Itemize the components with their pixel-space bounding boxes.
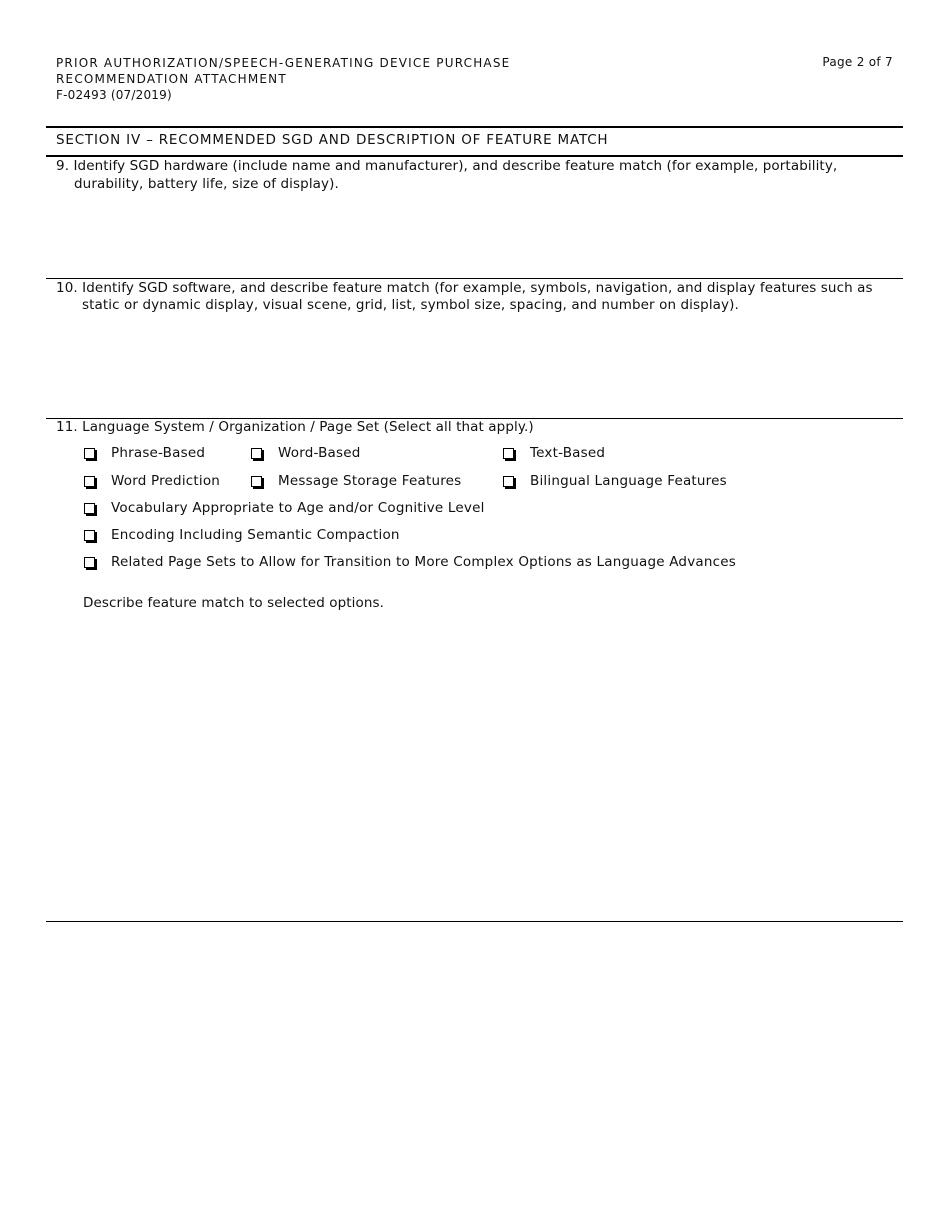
checkbox-label: Vocabulary Appropriate to Age and/or Cognitive Level bbox=[111, 500, 485, 516]
page-number: Page 2 of 7 bbox=[822, 55, 893, 69]
question-11-label: 11. Language System / Organization / Page Set (Select all that apply.) bbox=[56, 419, 534, 435]
checkbox-label: Encoding Including Semantic Compaction bbox=[111, 527, 400, 543]
checkbox-word-based[interactable] bbox=[251, 445, 361, 461]
checkbox-label: Bilingual Language Features bbox=[530, 473, 727, 489]
checkbox-bilingual[interactable] bbox=[503, 473, 727, 489]
section-top-rule bbox=[46, 126, 903, 128]
section-title: SECTION IV – RECOMMENDED SGD AND DESCRIPTION OF FEATURE MATCH bbox=[56, 132, 609, 148]
checkbox-label: Related Page Sets to Allow for Transition to More Complex Options as Language Advances bbox=[111, 554, 736, 570]
question-10-line2: static or dynamic display, visual scene, grid, list, symbol size, spacing, and number on display). bbox=[82, 297, 739, 313]
checkbox-label: Word-Based bbox=[278, 445, 361, 461]
question-9-answer-field[interactable] bbox=[56, 198, 896, 274]
checkbox-icon[interactable] bbox=[84, 476, 95, 487]
checkbox-icon[interactable] bbox=[251, 476, 262, 487]
checkbox-icon[interactable] bbox=[503, 476, 514, 487]
checkbox-icon[interactable] bbox=[84, 557, 95, 568]
form-title-line2: RECOMMENDATION ATTACHMENT bbox=[56, 72, 287, 86]
checkbox-icon[interactable] bbox=[84, 530, 95, 541]
checkbox-message-storage[interactable] bbox=[251, 473, 461, 489]
checkbox-word-prediction[interactable] bbox=[84, 473, 220, 489]
checkbox-label: Phrase-Based bbox=[111, 445, 206, 461]
checkbox-icon[interactable] bbox=[503, 448, 514, 459]
form-number: F-02493 (07/2019) bbox=[56, 88, 172, 102]
checkbox-label: Text-Based bbox=[530, 445, 606, 461]
form-title-line1: PRIOR AUTHORIZATION/SPEECH-GENERATING DEVICE PURCHASE bbox=[56, 56, 511, 70]
checkbox-text-based[interactable] bbox=[503, 445, 605, 461]
question-11-answer-field[interactable] bbox=[56, 616, 896, 916]
section-end-rule bbox=[46, 921, 903, 922]
checkbox-label: Message Storage Features bbox=[278, 473, 462, 489]
checkbox-label: Word Prediction bbox=[111, 473, 221, 489]
question-9-line2: durability, battery life, size of display). bbox=[74, 176, 339, 192]
question-10-line1: 10. Identify SGD software, and describe feature match (for example, symbols, navigation, and display features such as bbox=[56, 280, 873, 296]
checkbox-icon[interactable] bbox=[251, 448, 262, 459]
checkbox-encoding[interactable] bbox=[84, 527, 400, 543]
checkbox-icon[interactable] bbox=[84, 448, 95, 459]
checkbox-phrase-based[interactable] bbox=[84, 445, 205, 461]
checkbox-related-page-sets[interactable] bbox=[84, 554, 736, 570]
checkbox-vocabulary[interactable] bbox=[84, 500, 485, 516]
checkbox-icon[interactable] bbox=[84, 503, 95, 514]
question-9-line1: 9. Identify SGD hardware (include name and manufacturer), and describe feature match (for example, portability, bbox=[56, 158, 838, 174]
question-10-answer-field[interactable] bbox=[56, 320, 896, 414]
describe-feature-match-label: Describe feature match to selected options. bbox=[83, 595, 385, 611]
